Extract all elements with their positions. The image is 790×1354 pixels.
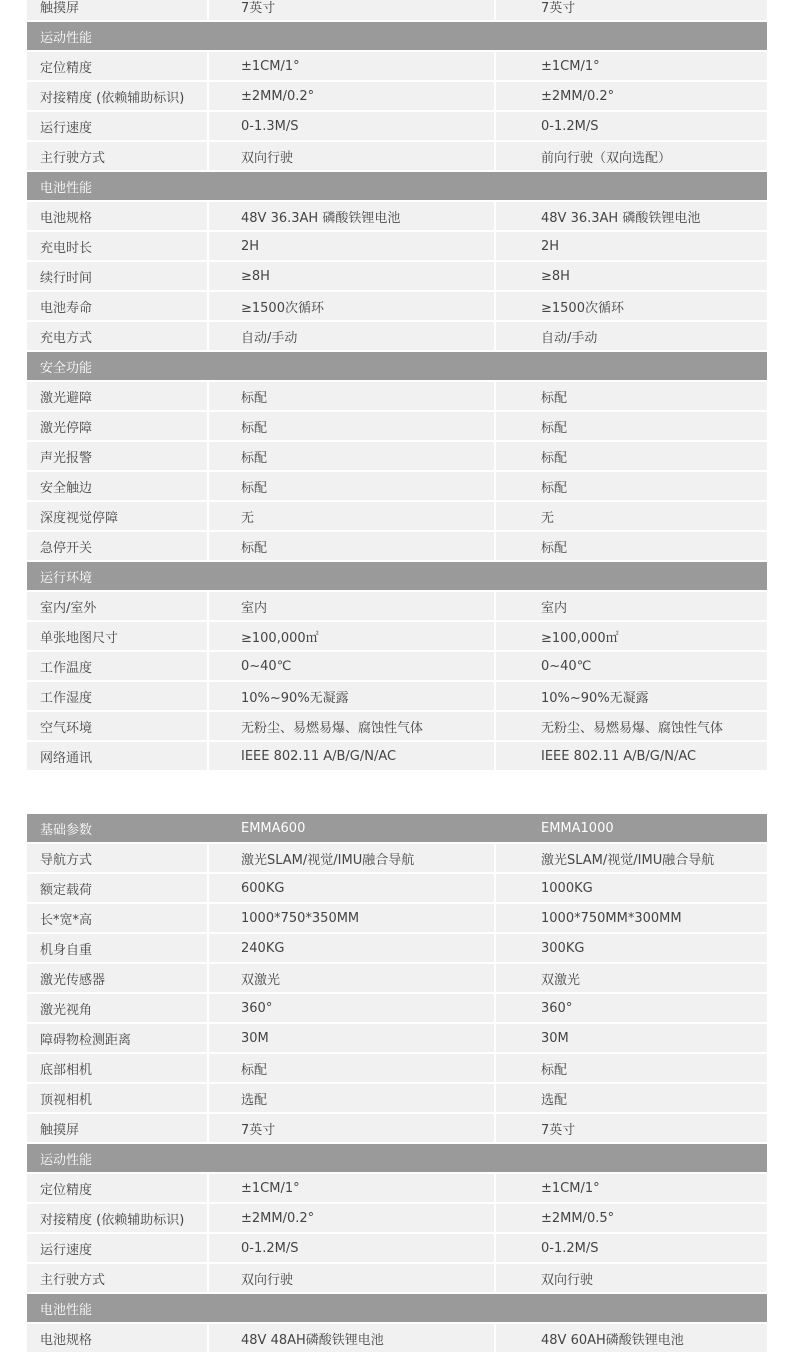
section-header-row [27,352,767,380]
model-1-value-cell: 10%~90%无凝露 [209,682,494,710]
table-row [27,502,767,532]
param-name-cell: 对接精度 (依赖辅助标识) [27,82,207,110]
param-name-cell: 定位精度 [27,52,207,80]
param-name-cell: 主行驶方式 [27,1264,207,1292]
model-2-value-cell: 0-1.2M/S [496,112,767,140]
param-name-cell: 安全触边 [27,472,207,500]
model-1-value-cell: 标配 [209,1054,494,1082]
table-row [27,682,767,712]
table-row [27,1024,767,1054]
model-1-value-cell: 无粉尘、易燃易爆、腐蚀性气体 [209,712,494,740]
table-row [27,652,767,682]
section-title: 电池性能 [40,180,93,196]
table-row [27,202,767,232]
table-row [27,112,767,142]
section-header-row [27,1144,767,1172]
header-model-2: EMMA1000 [541,820,614,836]
model-2-value-cell: ±1CM/1° [496,1174,767,1202]
param-name-cell: 充电时长 [27,232,207,260]
model-2-value-cell: 1000*750MM*300MM [496,904,767,932]
section-header-row [27,1294,767,1322]
param-name-cell: 室内/室外 [27,592,207,620]
model-1-value-cell: 0~40℃ [209,652,494,680]
param-name-cell: 触摸屏 [27,1114,207,1142]
param-name-cell: 空气环境 [27,712,207,740]
param-name-cell: 导航方式 [27,844,207,872]
section-title: 安全功能 [40,360,93,376]
model-2-value-cell: 激光SLAM/视觉/IMU融合导航 [496,844,767,872]
model-2-value-cell: 48V 36.3AH 磷酸铁锂电池 [496,202,767,230]
model-2-value-cell: 7英寸 [496,1114,767,1142]
table-row [27,532,767,562]
model-2-value-cell: 选配 [496,1084,767,1112]
model-2-value-cell: 标配 [496,442,767,470]
model-2-value-cell: 10%~90%无凝露 [496,682,767,710]
param-name-cell: 充电方式 [27,322,207,350]
model-2-value-cell: 1000KG [496,874,767,902]
table-row [27,1204,767,1234]
table-row [27,0,767,22]
model-1-value-cell: 0-1.3M/S [209,112,494,140]
model-2-value-cell: ≥1500次循环 [496,292,767,320]
param-name-cell: 声光报警 [27,442,207,470]
param-name-cell: 激光传感器 [27,964,207,992]
param-name-cell: 激光避障 [27,382,207,410]
model-2-value-cell: 标配 [496,382,767,410]
param-name-cell: 电池规格 [27,1324,207,1352]
section-header-row [27,22,767,50]
model-2-value-cell: 48V 60AH磷酸铁锂电池 [496,1324,767,1352]
param-name-cell: 运行速度 [27,1234,207,1262]
table-row [27,1324,767,1354]
section-title: 电池性能 [40,1302,93,1318]
model-1-value-cell: 240KG [209,934,494,962]
model-2-value-cell: 无粉尘、易燃易爆、腐蚀性气体 [496,712,767,740]
table-row [27,412,767,442]
model-1-value-cell: 48V 48AH磷酸铁锂电池 [209,1324,494,1352]
model-1-value-cell: 标配 [209,532,494,560]
model-1-value-cell: 标配 [209,472,494,500]
param-name-cell: 激光视角 [27,994,207,1022]
model-1-value-cell: 双激光 [209,964,494,992]
model-1-value-cell: ±1CM/1° [209,52,494,80]
table-row [27,442,767,472]
table-row [27,142,767,172]
param-name-cell: 障碍物检测距离 [27,1024,207,1052]
model-2-value-cell: 双激光 [496,964,767,992]
param-name-cell: 工作温度 [27,652,207,680]
header-model-1: EMMA600 [241,820,306,836]
table-row [27,52,767,82]
table-row [27,874,767,904]
model-2-value-cell: 前向行驶（双向选配） [496,142,767,170]
table-row [27,82,767,112]
table-row [27,934,767,964]
model-1-value-cell: 标配 [209,412,494,440]
table-row [27,232,767,262]
param-name-cell: 顶视相机 [27,1084,207,1112]
param-name-cell: 激光停障 [27,412,207,440]
model-1-value-cell: 2H [209,232,494,260]
model-2-value-cell: ±2MM/0.2° [496,82,767,110]
section-header-row [27,172,767,200]
model-2-value-cell: ≥8H [496,262,767,290]
model-2-value-cell: 360° [496,994,767,1022]
model-1-value-cell: ±1CM/1° [209,1174,494,1202]
param-name-cell: 额定载荷 [27,874,207,902]
table-row [27,1114,767,1144]
table-row [27,742,767,772]
model-2-value-cell: 300KG [496,934,767,962]
model-1-value-cell: ≥1500次循环 [209,292,494,320]
model-1-value-cell: ±2MM/0.2° [209,1204,494,1232]
table-row [27,1084,767,1114]
param-name-cell: 底部相机 [27,1054,207,1082]
table-row [27,964,767,994]
table-row [27,262,767,292]
spec-table-1 [27,0,767,772]
model-2-value-cell: 自动/手动 [496,322,767,350]
param-name-cell: 电池寿命 [27,292,207,320]
model-2-value-cell: 标配 [496,1054,767,1082]
model-2-value-cell: ≥100,000㎡ [496,622,767,650]
model-1-value-cell: 自动/手动 [209,322,494,350]
table-row [27,592,767,622]
param-name-cell: 定位精度 [27,1174,207,1202]
model-1-value-cell: 0-1.2M/S [209,1234,494,1262]
model-1-value-cell: IEEE 802.11 A/B/G/N/AC [209,742,494,770]
model-1-value-cell: 无 [209,502,494,530]
table-row [27,472,767,502]
model-1-value-cell: ±2MM/0.2° [209,82,494,110]
table-row [27,712,767,742]
model-2-value-cell: 2H [496,232,767,260]
model-2-value-cell: 7英寸 [496,0,767,20]
model-2-value-cell: 室内 [496,592,767,620]
model-1-value-cell: ≥100,000㎡ [209,622,494,650]
param-name-cell: 单张地图尺寸 [27,622,207,650]
param-name-cell: 主行驶方式 [27,142,207,170]
model-1-value-cell: 双向行驶 [209,142,494,170]
model-2-value-cell: 无 [496,502,767,530]
spec-table-2 [27,814,767,1354]
model-1-value-cell: 30M [209,1024,494,1052]
table-row [27,1054,767,1084]
model-2-value-cell: ±1CM/1° [496,52,767,80]
model-1-value-cell: 48V 36.3AH 磷酸铁锂电池 [209,202,494,230]
model-2-value-cell: 标配 [496,412,767,440]
model-2-value-cell: 标配 [496,532,767,560]
param-name-cell: 深度视觉停障 [27,502,207,530]
table-row [27,994,767,1024]
model-1-value-cell: ≥8H [209,262,494,290]
table-row [27,844,767,874]
model-1-value-cell: 双向行驶 [209,1264,494,1292]
table-row [27,292,767,322]
table-row [27,622,767,652]
param-name-cell: 长*宽*高 [27,904,207,932]
param-name-cell: 对接精度 (依赖辅助标识) [27,1204,207,1232]
param-name-cell: 工作湿度 [27,682,207,710]
model-2-value-cell: 0-1.2M/S [496,1234,767,1262]
param-name-cell: 机身自重 [27,934,207,962]
model-1-value-cell: 360° [209,994,494,1022]
section-title: 运动性能 [40,30,93,46]
section-title: 运动性能 [40,1152,93,1168]
section-header-row [27,562,767,590]
model-2-value-cell: 标配 [496,472,767,500]
header-param-label: 基础参数 [40,822,93,838]
param-name-cell: 急停开关 [27,532,207,560]
param-name-cell: 续行时间 [27,262,207,290]
model-1-value-cell: 1000*750*350MM [209,904,494,932]
table-row [27,1264,767,1294]
table-header-row [27,814,767,842]
table-row [27,904,767,934]
model-1-value-cell: 600KG [209,874,494,902]
model-1-value-cell: 7英寸 [209,0,494,20]
model-2-value-cell: 0~40℃ [496,652,767,680]
model-2-value-cell: ±2MM/0.5° [496,1204,767,1232]
param-name-cell: 触摸屏 [27,0,207,20]
model-1-value-cell: 标配 [209,382,494,410]
model-1-value-cell: 激光SLAM/视觉/IMU融合导航 [209,844,494,872]
model-1-value-cell: 室内 [209,592,494,620]
model-1-value-cell: 7英寸 [209,1114,494,1142]
section-title: 运行环境 [40,570,93,586]
model-2-value-cell: 双向行驶 [496,1264,767,1292]
table-row [27,1174,767,1204]
param-name-cell: 运行速度 [27,112,207,140]
model-1-value-cell: 选配 [209,1084,494,1112]
table-row [27,322,767,352]
model-2-value-cell: 30M [496,1024,767,1052]
param-name-cell: 网络通讯 [27,742,207,770]
model-1-value-cell: 标配 [209,442,494,470]
param-name-cell: 电池规格 [27,202,207,230]
table-row [27,1234,767,1264]
model-2-value-cell: IEEE 802.11 A/B/G/N/AC [496,742,767,770]
table-row [27,382,767,412]
